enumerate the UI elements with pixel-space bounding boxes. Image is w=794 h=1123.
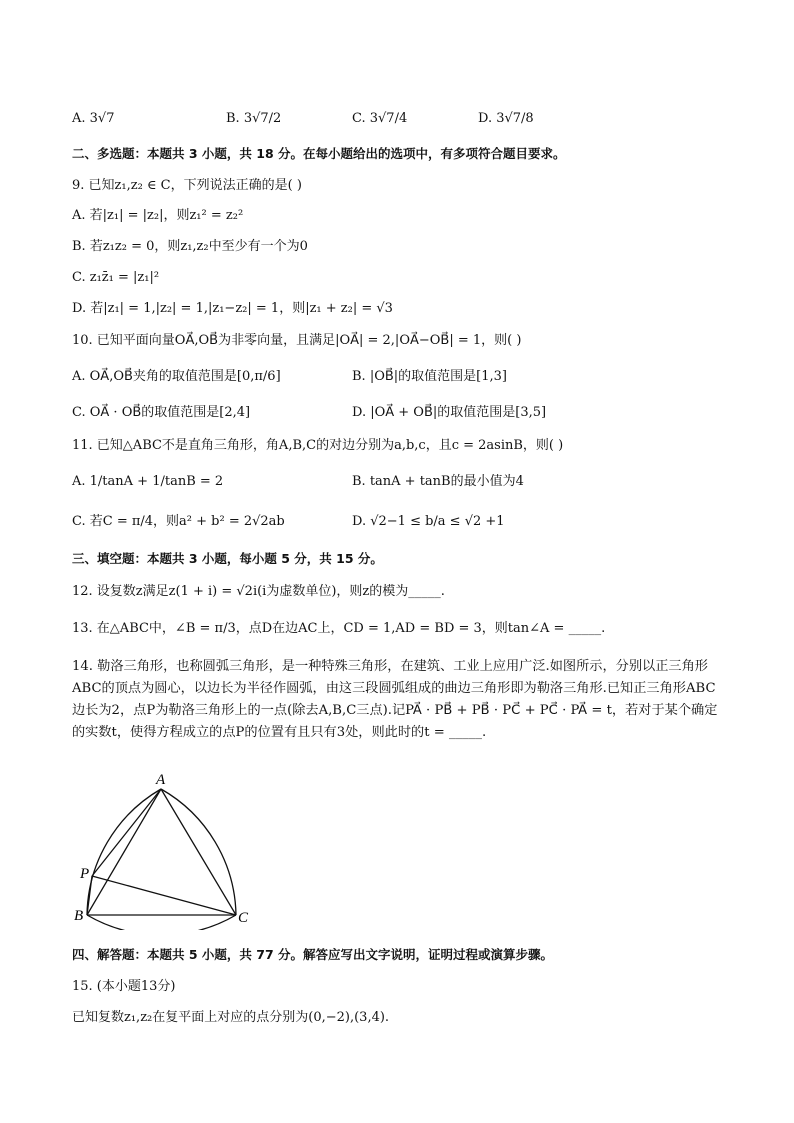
- arc-bc: [87, 915, 236, 930]
- q11-option-b: B. tanA + tanB的最小值为4: [352, 474, 524, 489]
- q13-text: 13. 在△ABC中，∠B = π/3，点D在边AC上，CD = 1,AD = BD = 3，则tan∠A = _____.: [72, 621, 606, 636]
- label-a: A: [156, 772, 166, 788]
- section-heading-fill-in: 三、填空题：本题共 3 小题，每小题 5 分，共 15 分。: [72, 551, 383, 566]
- section-heading-multiple-choice: 二、多选题：本题共 3 小题，共 18 分。在每小题给出的选项中，有多项符合题目要求。: [72, 146, 566, 161]
- q11-option-a: A. 1/tanA + 1/tanB = 2: [72, 474, 224, 489]
- q8-option-c: C. 3√7/4: [352, 111, 408, 126]
- q8-option-a: A. 3√7: [72, 111, 115, 126]
- q11-option-d: D. √2−1 ≤ b/a ≤ √2 +1: [352, 514, 505, 529]
- q11-stem: 11. 已知△ABC不是直角三角形，角A,B,C的对边分别为a,b,c，且c = 2asinB，则( ): [72, 438, 564, 453]
- label-c: C: [238, 910, 249, 926]
- q10-option-b: B. |OB⃗|的取值范围是[1,3]: [352, 369, 507, 384]
- q8-option-b: B. 3√7/2: [226, 111, 282, 126]
- q10-option-a: A. OA⃗,OB⃗夹角的取值范围是[0,π/6]: [72, 369, 281, 384]
- q15-title: 15. (本小题13分): [72, 979, 176, 994]
- q14-text: 14. 勒洛三角形，也称圆弧三角形，是一种特殊三角形，在建筑、工业上应用广泛.如图所示，分别以正三角形ABC的顶点为圆心，以边长为半径作圆弧，由这三段圆弧组成的曲边三角形即为勒洛三角形.已知正三角形ABC边长为2，点P为勒洛三角形上的一点(除去A,B,C三点).记PA⃗ · PB⃗ + PB⃗ · PC⃗ + PC⃗ · PA⃗ = t，若对于某个确定的实数t，使得方程成立的点P的位置有且只有3处，则此时的t = _____.: [72, 659, 718, 740]
- segment-pa: [92, 789, 161, 876]
- q11-option-c: C. 若C = π/4，则a² + b² = 2√2ab: [72, 514, 285, 529]
- section-heading-solutions: 四、解答题：本题共 5 小题，共 77 分。解答应写出文字说明，证明过程或演算步骤。: [72, 947, 554, 962]
- side-ab: [87, 789, 161, 915]
- side-ac: [161, 789, 236, 915]
- q8-option-d: D. 3√7/8: [478, 111, 534, 126]
- q10-option-d: D. |OA⃗ + OB⃗|的取值范围是[3,5]: [352, 405, 547, 420]
- q10-option-c: C. OA⃗ · OB⃗的取值范围是[2,4]: [72, 405, 251, 420]
- q9-option-c: C. z₁z̄₁ = |z₁|²: [72, 270, 160, 285]
- q9-option-d: D. 若|z₁| = 1,|z₂| = 1,|z₁−z₂| = 1，则|z₁ + z₂| = √3: [72, 301, 393, 316]
- q9-stem: 9. 已知z₁,z₂ ∈ C，下列说法正确的是( ): [72, 178, 302, 193]
- label-b: B: [74, 908, 84, 924]
- segment-pc: [92, 876, 236, 915]
- q9-option-a: A. 若|z₁| = |z₂|，则z₁² = z₂²: [72, 208, 244, 223]
- reuleaux-triangle-figure: [72, 770, 262, 930]
- label-p: P: [80, 866, 90, 882]
- q15-body: 已知复数z₁,z₂在复平面上对应的点分别为(0,−2),(3,4).: [72, 1010, 390, 1025]
- q10-stem: 10. 已知平面向量OA⃗,OB⃗为非零向量，且满足|OA⃗| = 2,|OA⃗−OB⃗| = 1，则( ): [72, 333, 522, 348]
- q9-option-b: B. 若z₁z₂ = 0，则z₁,z₂中至少有一个为0: [72, 239, 308, 254]
- q12-text: 12. 设复数z满足z(1 + i) = √2i(i为虚数单位)，则z的模为_____.: [72, 584, 445, 599]
